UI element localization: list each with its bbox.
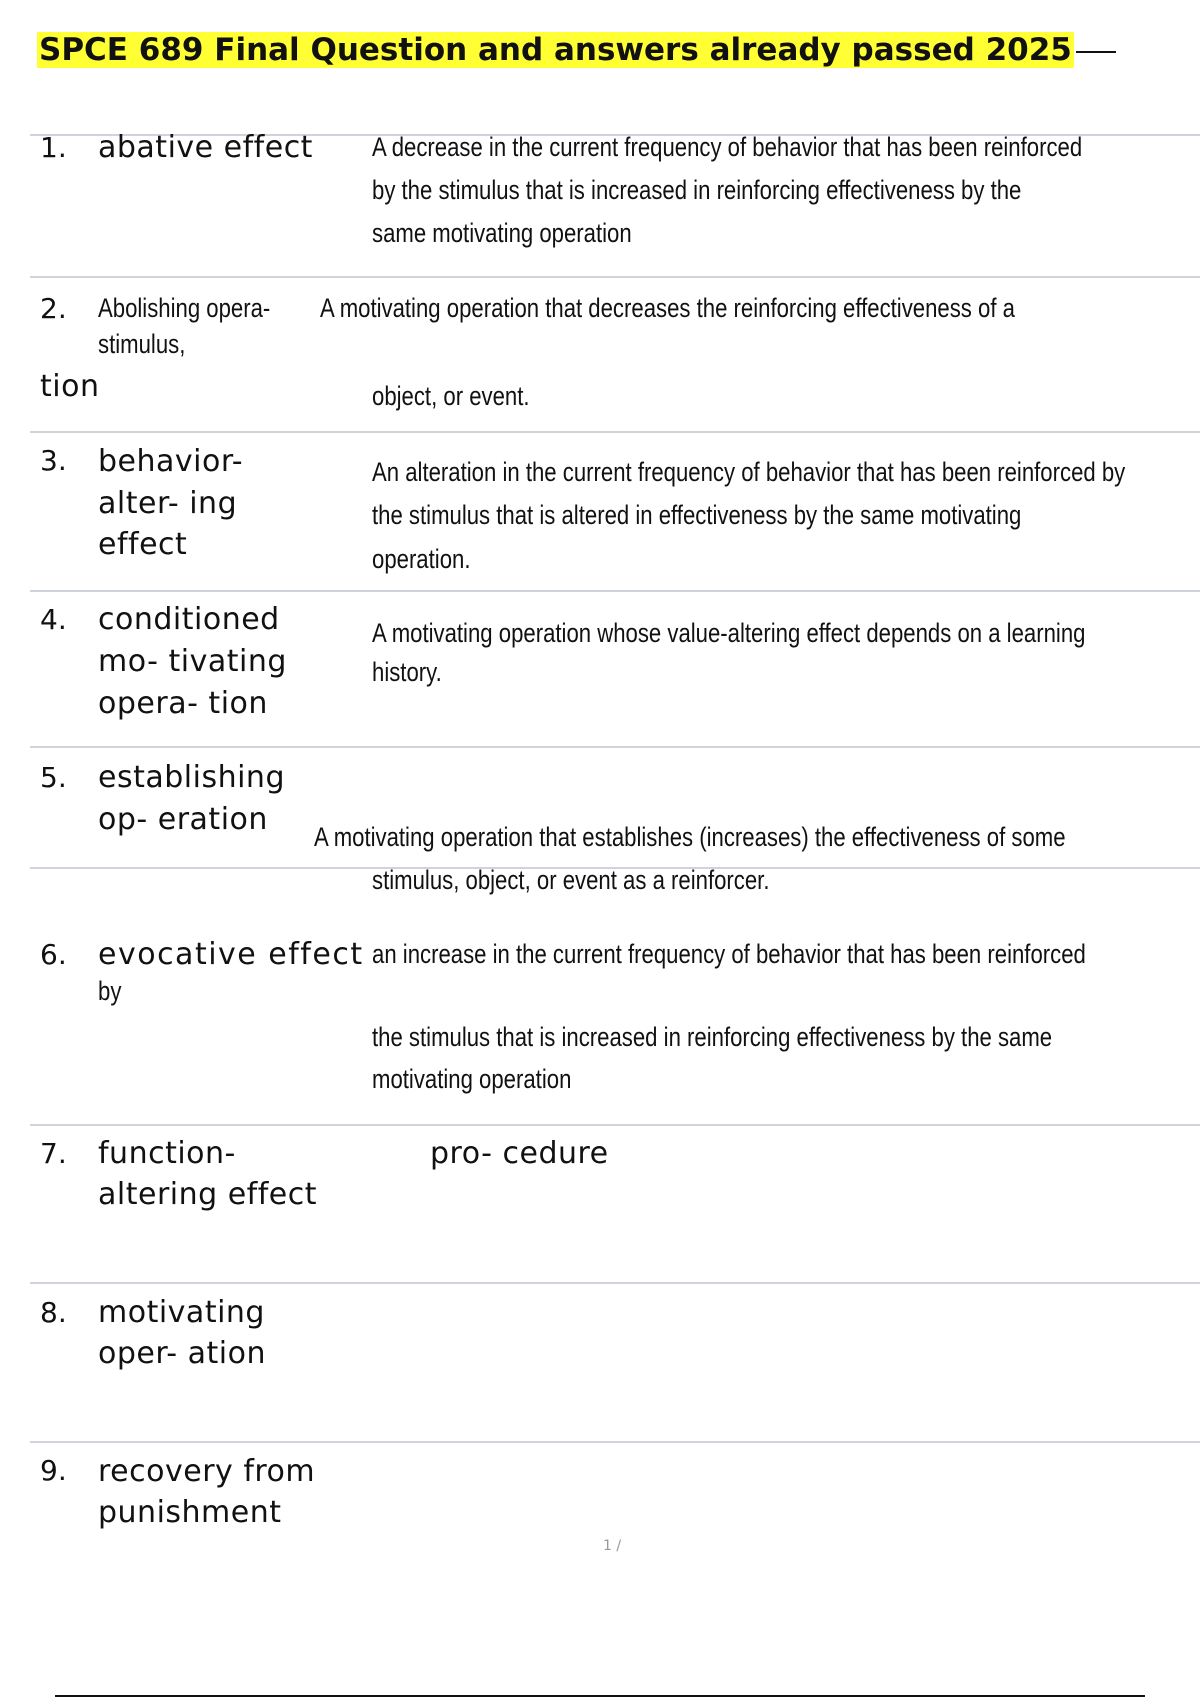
item-term-line: oper- ation [98, 1336, 266, 1371]
item-definition-line: an increase in the current frequency of behavior that has been reinforced [372, 939, 1086, 969]
footer-rule [55, 1695, 1145, 1697]
item-term: evocative effect [98, 937, 364, 972]
item-number: 5. [40, 761, 67, 794]
item-term-line: alter- ing [98, 486, 238, 521]
item-definition-line: history. [372, 657, 442, 687]
item-definition-line: A motivating operation that establishes (increases) the effectiveness of some [314, 822, 1066, 852]
item-definition-line: pro- cedure [430, 1136, 609, 1171]
title-highlight: SPCE 689 Final Question and answers already passed 2025 [39, 32, 1072, 68]
item-definition-line: object, or event. [372, 381, 530, 411]
item-number: 6. [40, 938, 67, 971]
item-term-line: behavior- [98, 444, 244, 479]
item-term-line: tion [40, 369, 100, 404]
item-number: 9. [40, 1454, 67, 1487]
row-divider [30, 1124, 1200, 1126]
item-number: 2. [40, 292, 67, 325]
item-number: 3. [40, 444, 67, 477]
item-definition-line: by the stimulus that is increased in reinforcing effectiveness by the [372, 175, 1022, 205]
item-term-line: opera- tion [98, 686, 268, 721]
item-definition-line: the stimulus that is altered in effectiveness by the same motivating [372, 500, 1022, 530]
item-term: abative effect [98, 130, 313, 165]
item-number: 1. [40, 131, 67, 164]
item-term-line: conditioned [98, 602, 280, 637]
item-definition-line: stimulus, object, or event as a reinforcer. [372, 865, 770, 895]
row-divider [30, 746, 1200, 748]
item-definition-line: An alteration in the current frequency of behavior that has been reinforced by [372, 457, 1126, 487]
item-term-line: motivating [98, 1295, 265, 1330]
item-definition-line: the stimulus that is increased in reinforcing effectiveness by the same [372, 1022, 1053, 1052]
item-term-line: Abolishing opera- [98, 293, 271, 323]
page-number: 1 / [603, 1538, 622, 1554]
item-number: 8. [40, 1296, 67, 1329]
item-term-line: punishment [98, 1495, 282, 1530]
page-title [37, 30, 1116, 70]
item-term-line: altering effect [98, 1177, 317, 1212]
title-dash [1076, 51, 1116, 53]
row-divider [30, 590, 1200, 592]
item-number: 4. [40, 603, 67, 636]
item-definition-line: same motivating operation [372, 218, 632, 248]
row-divider [30, 1441, 1200, 1443]
item-number: 7. [40, 1137, 67, 1170]
item-term-line: op- eration [98, 802, 268, 837]
row-divider [30, 431, 1200, 433]
item-definition-line: operation. [372, 544, 471, 574]
item-definition-line: A motivating operation whose value-altering effect depends on a learning [372, 618, 1086, 648]
row-divider [30, 1282, 1200, 1284]
item-term-line: function- [98, 1136, 236, 1171]
item-term-line: mo- tivating [98, 644, 287, 679]
item-definition-line: motivating operation [372, 1064, 572, 1094]
item-term-line: establishing [98, 760, 285, 795]
item-term-line: by [98, 976, 122, 1006]
row-divider [30, 276, 1200, 278]
item-term-line: effect [98, 527, 188, 562]
item-term-line: stimulus, [98, 329, 186, 359]
item-term-line: recovery from [98, 1454, 316, 1489]
item-definition-line: A motivating operation that decreases the reinforcing effectiveness of a [320, 293, 1015, 323]
item-definition-line: A decrease in the current frequency of behavior that has been reinforced [372, 132, 1083, 162]
